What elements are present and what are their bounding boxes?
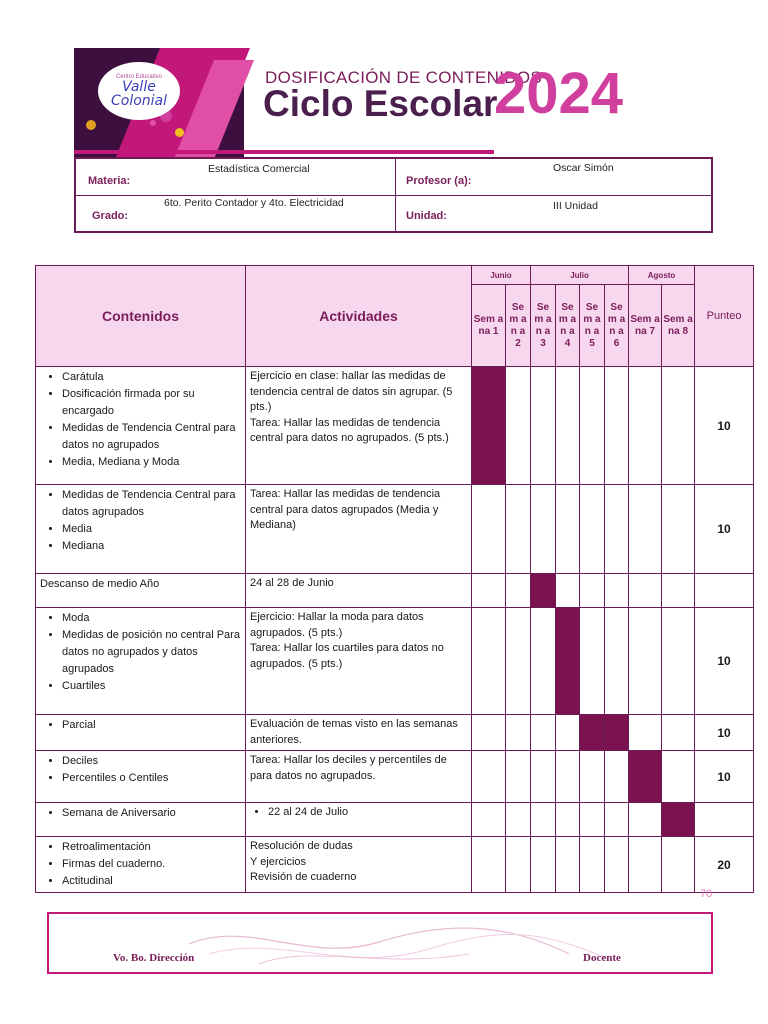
week-cell-3 [531, 608, 556, 715]
week-cell-2 [506, 715, 531, 751]
contenido-item: • Percentiles o Centiles [62, 770, 241, 787]
actividad-text: Tarea: Hallar los deciles y percentiles de para datos no agrupados. [250, 754, 447, 782]
week-cell-1 [472, 715, 506, 751]
week-cell-2 [506, 837, 531, 893]
week-cell-8 [662, 608, 695, 715]
header-week-1: Sem ana 1 [472, 285, 506, 367]
header-week-5: Se m an a 5 [580, 285, 605, 367]
week-cell-3 [531, 715, 556, 751]
week-cell-7 [629, 803, 662, 837]
actividades-cell [246, 803, 472, 837]
week-cell-4 [556, 837, 580, 893]
week-cell-7 [629, 715, 662, 751]
contenido-item: • Carátula [62, 369, 241, 386]
table-row [36, 803, 754, 837]
actividad-text: Resolución de dudas [250, 840, 353, 852]
week-cell-4 [556, 367, 580, 485]
punteo-cell: 20 [695, 837, 754, 893]
contenido-item: • Media [62, 521, 241, 538]
actividad-text: Y ejercicios [250, 855, 307, 868]
week-cell-8 [662, 367, 695, 485]
week-cell-8 [662, 803, 695, 837]
week-cell-2 [506, 367, 531, 485]
contenido-item: • Moda [62, 610, 241, 627]
actividad-item: • 22 al 24 de Julio [268, 805, 467, 821]
actividad-text: Ejercicio en clase: hallar las medidas de tendencia central de datos sin agrupar. (5 pts.) [250, 370, 453, 413]
week-cell-5 [580, 715, 605, 751]
table-row [36, 485, 754, 574]
punteo-cell: 10 [695, 751, 754, 803]
actividad-text: Evaluación de temas visto en las semanas anteriores. [250, 718, 458, 746]
actividad-text: 24 al 28 de Junio [250, 577, 334, 589]
table-row [36, 751, 754, 803]
punteo-cell: 10 [695, 367, 754, 485]
week-cell-5 [580, 485, 605, 574]
actividad-text: Tarea: Hallar las medidas de tendencia central para datos agrupados (Media y Mediana) [250, 488, 441, 531]
contenido-item: • Retroalimentación [62, 839, 241, 856]
contenidos-cell [36, 574, 246, 608]
logo-caption: Centro Educativo [115, 74, 163, 80]
actividades-cell [246, 574, 472, 608]
header-month-agosto: Agosto [629, 266, 695, 285]
contenido-item: • Dosificación firmada por su encargado [62, 386, 241, 420]
logo-dot [86, 120, 96, 130]
director-signature-label: Vo. Bo. Dirección [113, 952, 195, 964]
week-cell-2 [506, 485, 531, 574]
week-cell-2 [506, 574, 531, 608]
contenidos-cell [36, 751, 246, 803]
info-table [74, 157, 713, 233]
week-cell-8 [662, 715, 695, 751]
week-cell-1 [472, 485, 506, 574]
week-cell-1 [472, 803, 506, 837]
header-week-7: Sem ana 7 [629, 285, 662, 367]
materia-label: Materia: [88, 175, 131, 187]
week-cell-3 [531, 367, 556, 485]
contenido-item: • Media, Mediana y Moda [62, 454, 241, 471]
header-contenidos: Contenidos [36, 266, 246, 367]
header-month-junio: Junio [472, 266, 531, 285]
table-row [36, 715, 754, 751]
header-week-8: Sem ana 8 [662, 285, 695, 367]
week-cell-7 [629, 574, 662, 608]
actividades-cell [246, 751, 472, 803]
week-cell-6 [605, 574, 629, 608]
actividad-text: Tarea: Hallar las medidas de tendencia central para datos no agrupados. (5 pts.) [250, 416, 449, 444]
header-punteo: Punteo [695, 266, 754, 367]
school-logo [98, 62, 180, 120]
punteo-cell [695, 803, 754, 837]
logo-dot [150, 120, 156, 126]
punteo-cell: 10 [695, 608, 754, 715]
document-year: 2024 [494, 61, 624, 126]
contenido-item: • Cuartiles [62, 678, 241, 695]
week-cell-1 [472, 837, 506, 893]
logo-line2: Colonial [110, 93, 168, 109]
week-cell-8 [662, 485, 695, 574]
contenido-item: • Medidas de Tendencia Central para datos no agrupados [62, 420, 241, 454]
contenidos-cell [36, 803, 246, 837]
document-title: Ciclo Escolar [263, 83, 498, 124]
week-cell-4 [556, 608, 580, 715]
week-cell-4 [556, 715, 580, 751]
punteo-cell: 10 [695, 485, 754, 574]
contenidos-cell [36, 608, 246, 715]
actividades-cell [246, 608, 472, 715]
header-week-4: Se m an a 4 [556, 285, 580, 367]
week-cell-6 [605, 715, 629, 751]
contenido-item: • Mediana [62, 538, 241, 555]
materia-value: Estadística Comercial [208, 163, 310, 175]
week-cell-5 [580, 367, 605, 485]
week-cell-6 [605, 608, 629, 715]
punteo-cell [695, 574, 754, 608]
week-cell-3 [531, 574, 556, 608]
week-cell-5 [580, 803, 605, 837]
week-cell-1 [472, 367, 506, 485]
table-row [36, 367, 754, 485]
contenidos-cell [36, 367, 246, 485]
contenido-item: • Firmas del cuaderno. [62, 856, 241, 873]
week-cell-6 [605, 803, 629, 837]
actividades-cell [246, 837, 472, 893]
contenido-item: • Medidas de posición no central Para datos no agrupados y datos agrupados [62, 627, 241, 678]
week-cell-7 [629, 751, 662, 803]
week-cell-1 [472, 608, 506, 715]
header-month-julio: Julio [531, 266, 629, 285]
header-week-2: Se m an a 2 [506, 285, 531, 367]
contenido-item: • Actitudinal [62, 873, 241, 890]
punteo-cell: 10 [695, 715, 754, 751]
grado-cell [76, 196, 396, 233]
week-cell-3 [531, 837, 556, 893]
week-cell-3 [531, 751, 556, 803]
header-week-3: Se m an a 3 [531, 285, 556, 367]
logo-dot [175, 128, 184, 137]
header-actividades: Actividades [246, 266, 472, 367]
week-cell-6 [605, 367, 629, 485]
week-cell-5 [580, 608, 605, 715]
week-cell-7 [629, 485, 662, 574]
week-cell-3 [531, 485, 556, 574]
contenido-item: • Deciles [62, 753, 241, 770]
contenido-item: • Semana de Aniversario [62, 805, 241, 822]
content-schedule-table [35, 265, 754, 893]
week-cell-5 [580, 574, 605, 608]
unidad-label: Unidad: [406, 210, 447, 222]
actividades-cell [246, 715, 472, 751]
week-cell-1 [472, 751, 506, 803]
table-row [36, 608, 754, 715]
page-number: 70 [700, 888, 713, 900]
week-cell-4 [556, 751, 580, 803]
actividades-cell [246, 485, 472, 574]
contenido-item: • Medidas de Tendencia Central para datos agrupados [62, 487, 241, 521]
week-cell-6 [605, 485, 629, 574]
teacher-signature-label: Docente [583, 952, 621, 964]
week-cell-7 [629, 367, 662, 485]
table-row [36, 574, 754, 608]
contenido-item: • Parcial [62, 717, 241, 734]
unidad-value: III Unidad [553, 200, 598, 212]
actividad-text: Revisión de cuaderno [250, 871, 357, 883]
grado-value: 6to. Perito Contador y 4to. Electricidad [164, 197, 344, 209]
week-cell-6 [605, 751, 629, 803]
week-cell-3 [531, 803, 556, 837]
logo-line1: Valle [122, 79, 156, 95]
header-week-6: Se m an a 6 [605, 285, 629, 367]
actividad-text: Tarea: Hallar los cuartiles para datos no agrupados. (5 pts.) [250, 642, 444, 670]
week-cell-5 [580, 751, 605, 803]
contenidos-cell [36, 837, 246, 893]
profesor-cell [396, 159, 713, 196]
contenido-text: Descanso de medio Año [40, 578, 160, 590]
week-cell-1 [472, 574, 506, 608]
week-cell-6 [605, 837, 629, 893]
week-cell-8 [662, 837, 695, 893]
grado-label: Grado: [92, 210, 129, 222]
week-cell-8 [662, 751, 695, 803]
banner-underline [74, 150, 494, 154]
week-cell-2 [506, 803, 531, 837]
week-cell-5 [580, 837, 605, 893]
table-row [36, 837, 754, 893]
profesor-value: Oscar Simón [553, 162, 614, 174]
profesor-label: Profesor (a): [406, 175, 472, 187]
actividad-text: Ejercicio: Hallar la moda para datos agrupados. (5 pts.) [250, 611, 424, 639]
week-cell-7 [629, 837, 662, 893]
signature-footer [47, 912, 713, 974]
week-cell-7 [629, 608, 662, 715]
contenidos-cell [36, 485, 246, 574]
week-cell-2 [506, 751, 531, 803]
week-cell-2 [506, 608, 531, 715]
actividades-cell [246, 367, 472, 485]
week-cell-4 [556, 485, 580, 574]
week-cell-8 [662, 574, 695, 608]
footer-decoration [49, 914, 713, 974]
materia-cell [76, 159, 396, 196]
unidad-cell [396, 196, 713, 233]
contenidos-cell [36, 715, 246, 751]
week-cell-4 [556, 574, 580, 608]
week-cell-4 [556, 803, 580, 837]
document-subtitle: DOSIFICACIÓN DE CONTENIDOS [265, 68, 542, 87]
